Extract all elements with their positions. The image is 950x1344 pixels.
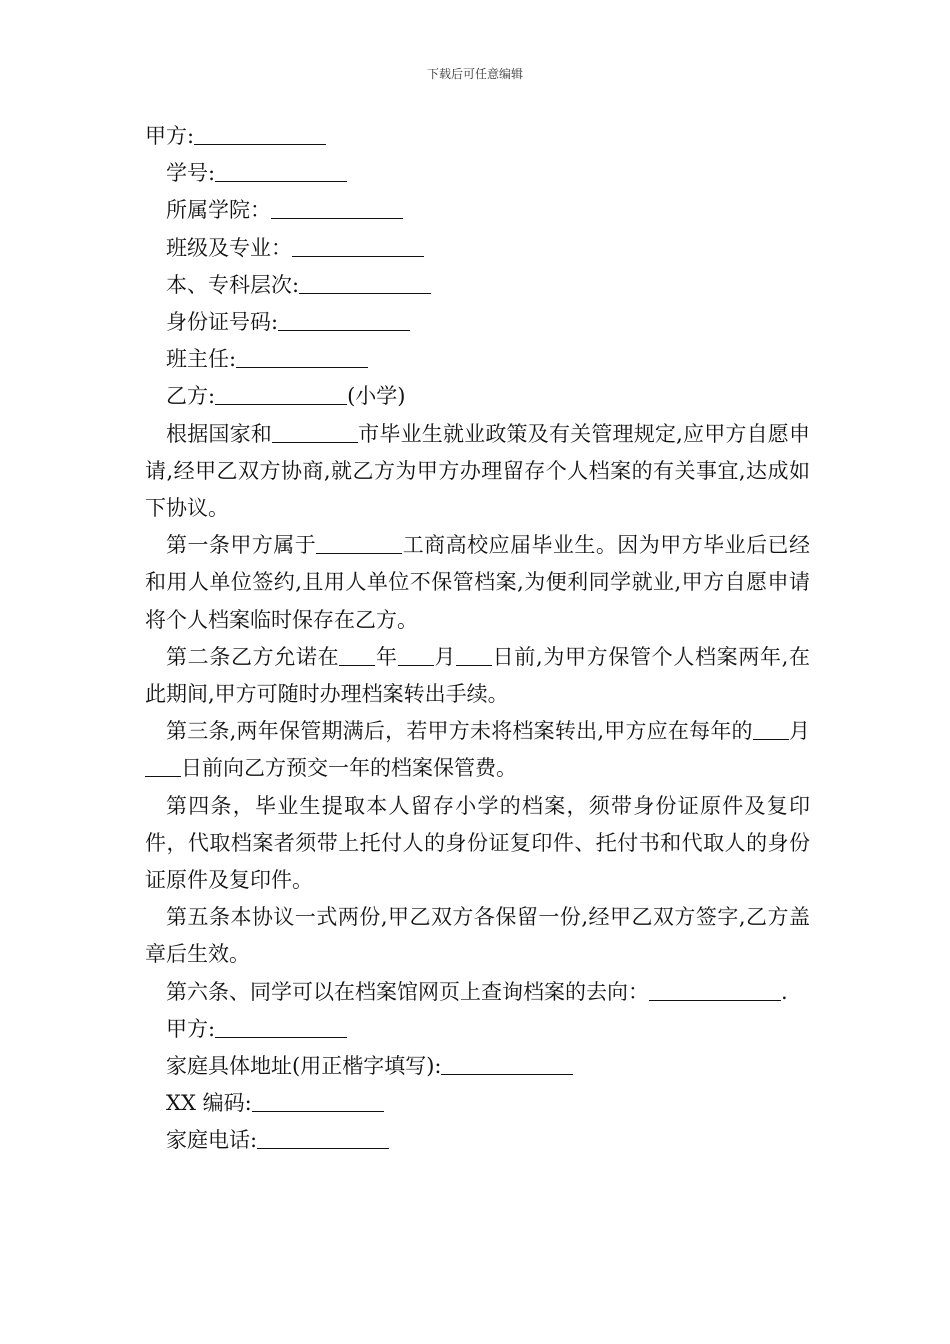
field-party-a: 甲方: bbox=[145, 118, 810, 155]
blank[interactable] bbox=[456, 645, 492, 666]
article-5: 第五条本协议一式两份,甲乙双方各保留一份,经甲乙双方签字,乙方盖章后生效。 bbox=[145, 905, 810, 967]
article-4: 第四条，毕业生提取本人留存小学的档案，须带身份证原件及复印件，代取档案者须带上托付人的身份证复印件、托付书和代取人的身份证原件及复印件。 bbox=[145, 793, 810, 893]
article-2: 第二条乙方允诺在 年 月 日前,为甲方保管个人档案两年,在此期间,甲方可随时办理档案转出手续。 bbox=[145, 644, 811, 707]
field-party-a-sign: 甲方: bbox=[145, 1011, 810, 1048]
blank[interactable] bbox=[215, 384, 347, 405]
blank[interactable] bbox=[257, 1128, 389, 1149]
blank[interactable] bbox=[441, 1054, 573, 1075]
field-degree-level: 本、专科层次: bbox=[145, 267, 810, 304]
field-party-b: 乙方: (小学) bbox=[166, 384, 406, 409]
article-3: 第三条,两年保管期满后，若甲方未将档案转出,甲方应在每年的 月日前向乙方预交一年的档案保管费。 bbox=[145, 713, 810, 787]
field-home-address: 家庭具体地址(用正楷字填写): bbox=[145, 1048, 810, 1085]
field-home-phone: 家庭电话: bbox=[145, 1122, 810, 1159]
blank[interactable] bbox=[145, 756, 181, 777]
blank[interactable] bbox=[252, 1091, 384, 1112]
blank[interactable] bbox=[215, 1017, 347, 1038]
article-6: 第六条、同学可以在档案馆网页上查询档案的去向： . bbox=[166, 979, 788, 1004]
article-1: 第一条甲方属于 工商高校应届毕业生。因为甲方毕业后已经和用人单位签约,且用人单位不保管档案,为便利同学就业,甲方自愿申请将个人档案临时保存在乙方。 bbox=[145, 533, 811, 632]
blank[interactable] bbox=[753, 719, 789, 740]
blank[interactable] bbox=[299, 273, 431, 294]
field-postal-code: XX 编码: bbox=[145, 1085, 810, 1122]
field-student-id: 学号: bbox=[145, 155, 810, 192]
blank[interactable] bbox=[278, 310, 410, 331]
field-college: 所属学院： bbox=[145, 192, 810, 229]
intro-paragraph: 根据国家和 市毕业生就业政策及有关管理规定,应甲方自愿申请,经甲乙双方协商,就乙方为甲方办理留存个人档案的有关事宜,达成如下协议。 bbox=[145, 421, 810, 521]
field-class-major: 班级及专业： bbox=[145, 230, 810, 267]
blank[interactable] bbox=[316, 533, 402, 554]
blank[interactable] bbox=[272, 422, 358, 443]
page-header: 下载后可任意编辑 bbox=[426, 67, 523, 81]
blank[interactable] bbox=[236, 347, 368, 368]
field-head-teacher: 班主任: bbox=[145, 341, 810, 378]
blank[interactable] bbox=[339, 645, 375, 666]
blank[interactable] bbox=[194, 124, 326, 145]
blank[interactable] bbox=[215, 161, 347, 182]
blank[interactable] bbox=[292, 236, 424, 257]
blank[interactable] bbox=[271, 198, 403, 219]
agreement-body bbox=[145, 118, 810, 1160]
blank[interactable] bbox=[398, 645, 434, 666]
field-id-number: 身份证号码: bbox=[145, 304, 810, 341]
blank[interactable] bbox=[649, 980, 781, 1001]
